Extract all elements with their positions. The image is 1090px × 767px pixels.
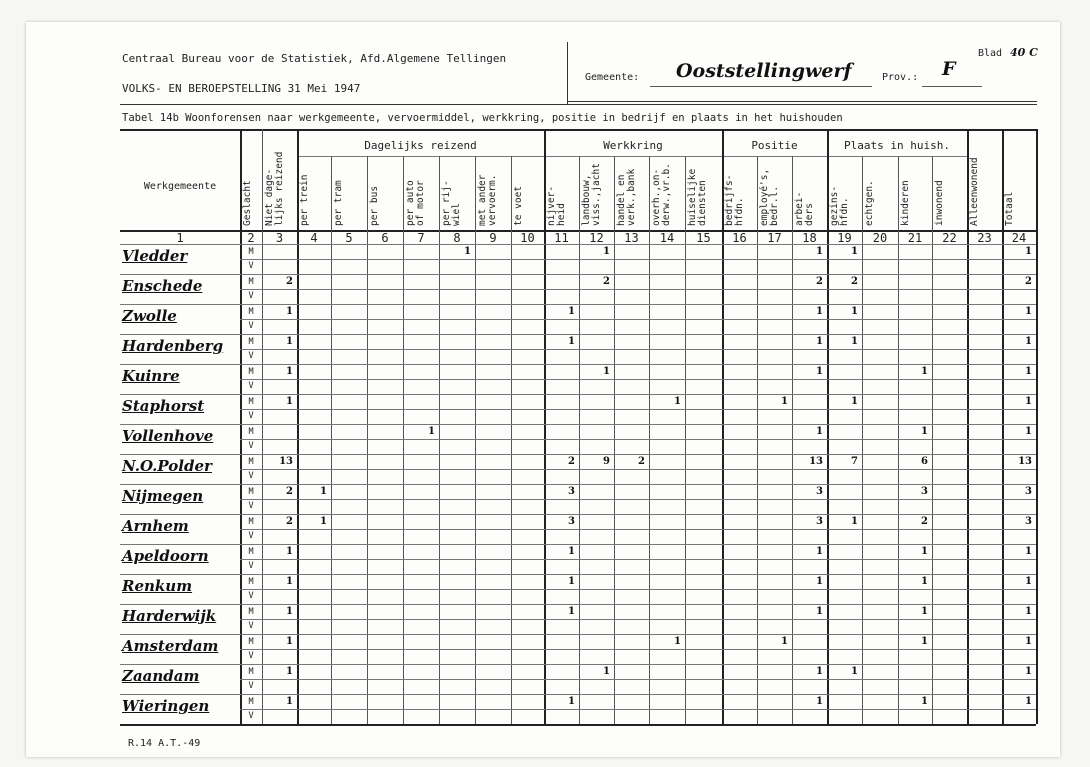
cell-value: 1 [781, 636, 788, 647]
cell-value: 1 [921, 426, 928, 437]
cell-value: 1 [1025, 606, 1032, 617]
column-rule [1036, 129, 1038, 724]
row-rule [120, 544, 1036, 545]
sex-label-v: V [248, 591, 254, 601]
cell-value: 2 [286, 486, 293, 497]
cell-value: 1 [464, 246, 471, 257]
column-header: employé's, bedr.l. [759, 168, 780, 226]
row-place-name: Harderwijk [122, 607, 217, 625]
cell-value: 1 [1025, 306, 1032, 317]
sex-label-v: V [248, 621, 254, 631]
cell-value: 1 [1025, 366, 1032, 377]
row-rule [120, 304, 1036, 305]
row-half-rule [240, 349, 1036, 350]
row-half-rule [240, 379, 1036, 380]
column-header: per bus [369, 185, 380, 226]
column-header: per auto of motor [405, 180, 426, 226]
row-half-rule [240, 469, 1036, 470]
cell-value: 2 [638, 456, 645, 467]
cell-value: 1 [851, 246, 858, 257]
sex-label-m: M [248, 577, 254, 587]
title-rule-top [120, 104, 1037, 105]
row-place-name: Wieringen [122, 697, 210, 715]
cell-value: 1 [921, 546, 928, 557]
cell-value: 1 [816, 696, 823, 707]
column-number: 2 [247, 231, 255, 245]
cell-value: 1 [1025, 576, 1032, 587]
sex-label-v: V [248, 411, 254, 421]
row-half-rule [240, 259, 1036, 260]
row-rule [120, 664, 1036, 665]
sex-label-m: M [248, 547, 254, 557]
column-header: bedrijfs- hfdn. [724, 174, 745, 226]
row-place-name: Nijmegen [122, 487, 204, 505]
column-header: Geslacht [242, 180, 253, 226]
census-title: VOLKS- EN BEROEPSTELLING 31 Mei 1947 [122, 82, 361, 95]
column-number: 15 [696, 231, 711, 245]
cell-value: 3 [1025, 486, 1032, 497]
sex-label-m: M [248, 667, 254, 677]
row-half-rule [240, 499, 1036, 500]
row-rule [120, 454, 1036, 455]
sex-label-v: V [248, 651, 254, 661]
sex-label-v: V [248, 501, 254, 511]
sex-label-v: V [248, 531, 254, 541]
cell-value: 1 [568, 576, 575, 587]
sex-label-v: V [248, 321, 254, 331]
row-rule [120, 244, 1036, 245]
cell-value: 1 [851, 336, 858, 347]
column-number: 12 [589, 231, 604, 245]
cell-value: 3 [568, 486, 575, 497]
row-rule [120, 634, 1036, 635]
cell-value: 1 [851, 306, 858, 317]
row-half-rule [240, 289, 1036, 290]
row-rule [120, 274, 1036, 275]
cell-value: 2 [851, 276, 858, 287]
sex-label-v: V [248, 681, 254, 691]
column-number: 10 [520, 231, 535, 245]
cell-value: 7 [851, 456, 858, 467]
column-number: 9 [489, 231, 497, 245]
cell-value: 2 [286, 276, 293, 287]
cell-value: 1 [816, 666, 823, 677]
row-place-name: Zwolle [122, 307, 177, 325]
sex-label-v: V [248, 441, 254, 451]
row-place-name: Kuinre [122, 367, 180, 385]
sex-label-m: M [248, 277, 254, 287]
cell-value: 1 [603, 246, 610, 257]
cell-value: 1 [286, 396, 293, 407]
form-code: R.14 A.T.-49 [128, 738, 201, 749]
cell-value: 1 [851, 666, 858, 677]
cell-value: 1 [286, 306, 293, 317]
row-half-rule [240, 409, 1036, 410]
cell-value: 2 [603, 276, 610, 287]
header-divider [567, 42, 568, 104]
cell-value: 1 [816, 306, 823, 317]
column-number: 13 [624, 231, 639, 245]
gemeente-value: Ooststellingwerf [676, 60, 852, 82]
column-header: huiselijke diensten [687, 168, 708, 226]
cell-value: 1 [286, 636, 293, 647]
table-top-rule [120, 129, 1036, 131]
column-number: 24 [1011, 231, 1027, 245]
cell-value: 3 [816, 486, 823, 497]
group-header: Werkkring [603, 139, 663, 152]
cell-value: 2 [568, 456, 575, 467]
column-header: landbouw, viss.,jacht [581, 163, 602, 226]
row-place-name: Renkum [122, 577, 193, 595]
sex-label-m: M [248, 457, 254, 467]
cell-value: 1 [816, 246, 823, 257]
column-header: echtgen. [864, 180, 875, 226]
sex-label-m: M [248, 637, 254, 647]
blad-value: 40 C [1010, 46, 1038, 59]
cell-value: 1 [1025, 246, 1032, 257]
row-rule [120, 514, 1036, 515]
cell-value: 1 [603, 366, 610, 377]
cell-value: 6 [921, 456, 928, 467]
row-rule [120, 604, 1036, 605]
cell-value: 1 [1025, 336, 1032, 347]
column-header: Niet dage- lijks reizend [264, 151, 285, 226]
sex-label-m: M [248, 337, 254, 347]
cell-value: 1 [921, 696, 928, 707]
group-header: Positie [751, 139, 798, 152]
sex-label-v: V [248, 291, 254, 301]
cell-value: 3 [568, 516, 575, 527]
row-rule [120, 424, 1036, 425]
column-header: overh.,on- derw.,vr.b. [651, 163, 672, 226]
column-header: met ander vervoerm. [477, 174, 498, 226]
row-place-name: Amsterdam [122, 637, 219, 655]
cell-value: 2 [1025, 276, 1032, 287]
sex-label-v: V [248, 711, 254, 721]
cell-value: 1 [320, 516, 327, 527]
cell-value: 13 [1018, 456, 1032, 467]
cell-value: 3 [921, 486, 928, 497]
row-half-rule [240, 589, 1036, 590]
cell-value: 1 [286, 576, 293, 587]
table-title: Tabel 14b Woonforensen naar werkgemeente, vervoermiddel, werkkring, positie in bedrijf en plaats in het huishouden [122, 112, 843, 124]
cell-value: 1 [1025, 546, 1032, 557]
cell-value: 1 [568, 696, 575, 707]
column-number: 20 [872, 231, 888, 245]
sex-label-m: M [248, 487, 254, 497]
column-number: 22 [942, 231, 957, 245]
column-number: 18 [802, 231, 817, 245]
column-number: 8 [453, 231, 461, 245]
row-rule [120, 334, 1036, 335]
sex-label-v: V [248, 561, 254, 571]
sex-label-v: V [248, 261, 254, 271]
row-place-name: Arnhem [122, 517, 189, 535]
row-rule [120, 484, 1036, 485]
column-header: Alleenwonend [969, 157, 980, 226]
row-place-name: Vledder [122, 247, 188, 265]
cell-value: 1 [568, 546, 575, 557]
cell-value: 1 [428, 426, 435, 437]
sex-label-v: V [248, 471, 254, 481]
group-header: Dagelijks reizend [364, 139, 477, 152]
column-header: Totaal [1004, 191, 1015, 226]
row-place-name: Apeldoorn [122, 547, 209, 565]
cell-value: 1 [568, 336, 575, 347]
column-number: 23 [977, 231, 992, 245]
group-header: Plaats in huish. [844, 139, 950, 152]
row-half-rule [240, 559, 1036, 560]
cell-value: 1 [921, 606, 928, 617]
row-place-name: N.O.Polder [122, 457, 212, 475]
column-number: 7 [417, 231, 425, 245]
cell-value: 1 [816, 426, 823, 437]
column-number: 16 [732, 231, 747, 245]
row-half-rule [240, 619, 1036, 620]
gemeente-underline [650, 86, 872, 87]
row-place-name: Zaandam [122, 667, 200, 685]
column-number: 17 [767, 231, 782, 245]
cell-value: 1 [851, 516, 858, 527]
cell-value: 1 [921, 576, 928, 587]
column-header: handel en verk.,bank [616, 168, 637, 226]
column-number: 4 [310, 231, 318, 245]
column-header: kinderen [900, 180, 911, 226]
cell-value: 1 [816, 606, 823, 617]
cell-value: 1 [851, 396, 858, 407]
sex-label-m: M [248, 517, 254, 527]
cell-value: 1 [674, 636, 681, 647]
table-bottom-rule [120, 724, 1036, 726]
sex-label-m: M [248, 307, 254, 317]
cell-value: 2 [921, 516, 928, 527]
bureau-title: Centraal Bureau voor de Statistiek, Afd.Algemene Tellingen [122, 52, 507, 65]
row-half-rule [240, 529, 1036, 530]
cell-value: 3 [1025, 516, 1032, 527]
column-header: per rij- wiel [441, 180, 462, 226]
row-place-name: Hardenberg [122, 337, 224, 355]
cell-value: 1 [674, 396, 681, 407]
column-header: gezins- hfdn. [829, 185, 850, 226]
column-header: per trein [299, 174, 310, 226]
row-half-rule [240, 319, 1036, 320]
sex-label-m: M [248, 247, 254, 257]
cell-value: 1 [286, 606, 293, 617]
column-header: arbei- ders [794, 191, 815, 226]
cell-value: 1 [603, 666, 610, 677]
column-number: 1 [176, 231, 184, 245]
prov-value: F [942, 58, 956, 80]
column-number: 11 [554, 231, 569, 245]
cell-value: 1 [1025, 396, 1032, 407]
cell-value: 1 [286, 546, 293, 557]
cell-value: 1 [1025, 666, 1032, 677]
column-header: inwonend [934, 180, 945, 226]
cell-value: 9 [603, 456, 610, 467]
column-number: 21 [907, 231, 923, 245]
sex-label-m: M [248, 697, 254, 707]
column-header: nijver- heid [546, 185, 567, 226]
group-sub-rule [297, 156, 967, 157]
cell-value: 1 [286, 336, 293, 347]
row-rule [120, 694, 1036, 695]
cell-value: 1 [921, 636, 928, 647]
row-half-rule [240, 709, 1036, 710]
row-rule [120, 364, 1036, 365]
census-table [120, 129, 1036, 724]
column-number: 19 [837, 231, 852, 245]
cell-value: 13 [809, 456, 823, 467]
cell-value: 1 [816, 366, 823, 377]
cell-value: 1 [816, 546, 823, 557]
blad-label: Blad [978, 48, 1003, 59]
cell-value: 1 [921, 366, 928, 377]
column-number: 3 [275, 231, 284, 245]
cell-value: 1 [816, 336, 823, 347]
column-number: 14 [659, 231, 675, 245]
cell-value: 1 [286, 696, 293, 707]
row-half-rule [240, 439, 1036, 440]
sex-label-v: V [248, 351, 254, 361]
prov-underline [922, 86, 982, 87]
row-place-name: Vollenhove [122, 427, 214, 445]
row-place-name: Staphorst [122, 397, 205, 415]
cell-value: 1 [568, 306, 575, 317]
cell-value: 13 [279, 456, 293, 467]
sex-label-m: M [248, 427, 254, 437]
cell-value: 1 [286, 366, 293, 377]
cell-value: 1 [1025, 696, 1032, 707]
column-header: te voet [513, 185, 524, 226]
row-rule [120, 394, 1036, 395]
cell-value: 1 [816, 576, 823, 587]
row-half-rule [240, 649, 1036, 650]
sex-label-m: M [248, 607, 254, 617]
header-rule [567, 101, 1037, 102]
cell-value: 1 [1025, 426, 1032, 437]
cell-value: 1 [568, 606, 575, 617]
cell-value: 1 [781, 396, 788, 407]
column-header: per tram [333, 180, 344, 226]
cell-value: 2 [286, 516, 293, 527]
cell-value: 1 [320, 486, 327, 497]
prov-label: Prov.: [882, 72, 919, 83]
cell-value: 2 [816, 276, 823, 287]
row-place-name: Enschede [122, 277, 203, 295]
sex-label-m: M [248, 397, 254, 407]
column-header: Werkgemeente [143, 181, 217, 192]
gemeente-label: Gemeente: [585, 72, 640, 83]
sex-label-v: V [248, 381, 254, 391]
column-number: 5 [345, 231, 353, 245]
cell-value: 1 [1025, 636, 1032, 647]
row-half-rule [240, 679, 1036, 680]
row-rule [120, 574, 1036, 575]
column-number: 6 [381, 231, 389, 245]
sex-label-m: M [248, 367, 254, 377]
cell-value: 1 [286, 666, 293, 677]
cell-value: 3 [816, 516, 823, 527]
